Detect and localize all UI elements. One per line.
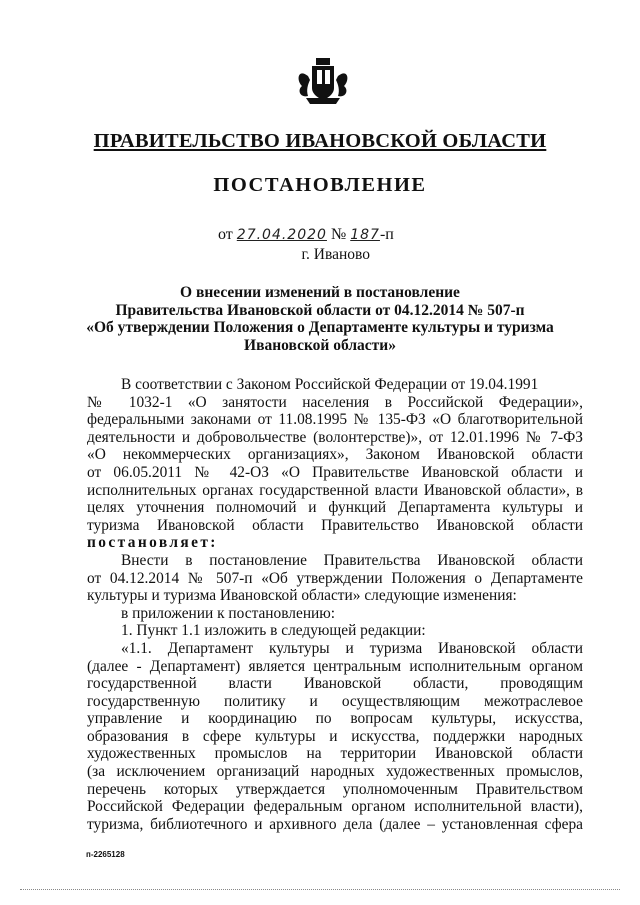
handwritten-number: 187 [350, 227, 380, 243]
date-number-line [218, 226, 394, 244]
body-line: от 04.12.2014 № 507-п «Об утверждении Положения о Департаменте [87, 569, 583, 587]
body-line: от 06.05.2011 № 42-ОЗ «О Правительстве Ивановской области и [87, 463, 583, 481]
body-line: (за исключением организаций народных художественных промыслов, [87, 763, 583, 781]
title-line: О внесении изменений в постановление [180, 284, 460, 301]
organization-title: ПРАВИТЕЛЬСТВО ИВАНОВСКОЙ ОБЛАСТИ [93, 130, 547, 152]
date-prefix: от [218, 226, 233, 243]
document-title [60, 284, 580, 354]
handwritten-date: 27.04.2020 [236, 227, 327, 243]
body-line: «1.1. Департамент культуры и туризма Ивановской области [121, 639, 583, 657]
body-line: в приложении к постановлению: [121, 604, 336, 622]
body-line: целях уточнения полномочий и функций Департамента культуры и [87, 499, 583, 517]
body-line: В соответствии с Законом Российской Федерации от 19.04.1991 [121, 376, 539, 393]
body-line: художественных промыслов на территории Ивановской области [87, 745, 583, 763]
city: г. Иваново [301, 246, 370, 263]
body-line: культуры и туризма Ивановской области» следующие изменения: [87, 587, 517, 605]
body-line: туризма Ивановской области Правительство Ивановской области [87, 516, 583, 534]
body-line: «О некоммерческих организациях», Законом Ивановской области [87, 446, 583, 464]
body-line: деятельности и добровольчестве (волонтерстве)», от 12.01.1996 № 7-ФЗ [87, 428, 583, 446]
body-line: государственную политику и осуществляющим межотраслевое [87, 692, 583, 710]
body-line: управление и координацию по вопросам культуры, искусства, [87, 710, 583, 728]
body-line: № 1032-1 «О занятости населения в Российской Федерации», [87, 393, 583, 411]
body-line: Российской Федерации федеральным органом исполнительной власти), [87, 798, 583, 816]
body-line: государственной власти Ивановской области, проводящим [87, 675, 583, 693]
body-line: туризма, библиотечного и архивного дела (далее – установленная сфера [87, 815, 583, 833]
body-line-keyword: постановляет: [87, 534, 218, 552]
number-label: № [330, 226, 347, 243]
body-line: федеральными законами от 11.08.1995 № 135-ФЗ «О благотворительной [87, 411, 583, 429]
scan-edge [20, 889, 620, 890]
body-line: 1. Пункт 1.1 изложить в следующей редакции: [121, 622, 426, 640]
title-line: Ивановской области» [244, 336, 396, 354]
body-line: образования в сфере культуры и искусства, поддержки народных [87, 727, 583, 745]
coat-of-arms-emblem [294, 54, 352, 106]
number-suffix: -п [379, 226, 394, 243]
body-line: (далее - Департамент) является центральным исполнительным органом [87, 657, 583, 675]
footer-code: п-2265128 [86, 850, 125, 859]
document-type: ПОСТАНОВЛЕНИЕ [213, 174, 427, 196]
body-line: Внести в постановление Правительства Ивановской области [121, 551, 583, 569]
body-line: перечень которых утверждается уполномоченным Правительством [87, 780, 583, 798]
title-line: «Об утверждении Положения о Департаменте культуры и туризма [86, 319, 554, 337]
document-body [87, 376, 583, 833]
body-line: исполнительных органах государственной власти Ивановской области», в [87, 481, 583, 499]
title-line: Правительства Ивановской области от 04.12.2014 № 507-п [115, 301, 525, 319]
